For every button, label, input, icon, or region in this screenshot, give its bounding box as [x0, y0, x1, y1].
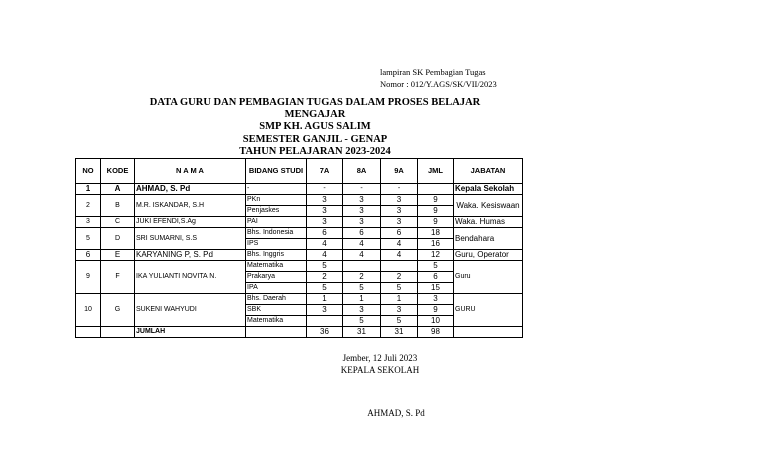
cell-bidang: Bhs. Daerah	[246, 294, 307, 305]
cell-9a	[381, 261, 418, 272]
cell-7a: 3	[307, 206, 343, 217]
cell-nama: AHMAD, S. Pd	[135, 184, 246, 195]
cell-jml: 9	[418, 217, 454, 228]
cell-jml: 9	[418, 206, 454, 217]
cell-empty	[454, 327, 523, 338]
cell-nama: SRI SUMARNI, S.S	[135, 228, 246, 250]
cell-bidang: Prakarya	[246, 272, 307, 283]
cell-no: 6	[76, 250, 101, 261]
table-total-row	[76, 327, 523, 338]
cell-no: 1	[76, 184, 101, 195]
cell-9a: 4	[381, 250, 418, 261]
cell-jabatan: Waka. Kesiswaan	[454, 195, 523, 217]
cell-9a: 5	[381, 316, 418, 327]
cell-7a: 3	[307, 305, 343, 316]
document-title-block	[120, 97, 510, 158]
total-8a: 31	[343, 327, 381, 338]
cell-bidang: Penjaskes	[246, 206, 307, 217]
cell-jml: 9	[418, 305, 454, 316]
table-row	[76, 228, 523, 239]
cell-jml: 16	[418, 239, 454, 250]
cell-9a: 4	[381, 239, 418, 250]
cell-bidang: PAI	[246, 217, 307, 228]
title-line-3: SEMESTER GANJIL - GENAP	[242, 133, 388, 145]
cell-jabatan: Guru, Operator	[454, 250, 523, 261]
cell-kode: E	[101, 250, 135, 261]
cell-7a	[307, 316, 343, 327]
cell-bidang: IPA	[246, 283, 307, 294]
total-jml: 98	[418, 327, 454, 338]
cell-no: 2	[76, 195, 101, 217]
cell-nama: JUKI EFENDI,S.Ag	[135, 217, 246, 228]
signature-place-date: Jember, 12 Juli 2023	[342, 353, 418, 363]
cell-nama: M.R. ISKANDAR, S.H	[135, 195, 246, 217]
cell-kode: D	[101, 228, 135, 250]
signature-name: AHMAD, S. Pd	[367, 408, 425, 418]
cell-8a: 3	[343, 217, 381, 228]
cell-8a: 1	[343, 294, 381, 305]
header-7a: 7A	[307, 159, 343, 184]
header-no: NO	[76, 159, 101, 184]
cell-no: 9	[76, 261, 101, 294]
cell-nama: SUKENI WAHYUDI	[135, 294, 246, 327]
cell-7a: 3	[307, 195, 343, 206]
cell-jml: 15	[418, 283, 454, 294]
title-line-2: SMP KH. AGUS SALIM	[259, 121, 371, 133]
table-header-row	[76, 159, 523, 184]
header-jabatan: JABATAN	[454, 159, 523, 184]
cell-9a: 6	[381, 228, 418, 239]
cell-jabatan: Kepala Sekolah	[454, 184, 523, 195]
table-row	[76, 261, 523, 272]
cell-7a: -	[307, 184, 343, 195]
cell-bidang: Bhs. Indonesia	[246, 228, 307, 239]
cell-nama: IKA YULIANTI NOVITA N.	[135, 261, 246, 294]
total-label: JUMLAH	[135, 327, 246, 338]
cell-jml: 9	[418, 195, 454, 206]
cell-8a	[343, 261, 381, 272]
cell-jml: 18	[418, 228, 454, 239]
table-row	[76, 195, 523, 206]
cell-jml: 6	[418, 272, 454, 283]
cell-jabatan: Bendahara	[454, 228, 523, 250]
cell-jabatan: Guru	[454, 261, 523, 294]
cell-jml: 5	[418, 261, 454, 272]
cell-8a: 3	[343, 305, 381, 316]
cell-kode: B	[101, 195, 135, 217]
table-row	[76, 184, 523, 195]
cell-jml: 3	[418, 294, 454, 305]
cell-empty	[246, 327, 307, 338]
annex-line-1: lampiran SK Pembagian Tugas	[380, 67, 486, 77]
cell-jml	[418, 184, 454, 195]
cell-8a: 4	[343, 239, 381, 250]
cell-9a: 3	[381, 305, 418, 316]
cell-9a: 3	[381, 195, 418, 206]
header-jml: JML	[418, 159, 454, 184]
cell-kode: G	[101, 294, 135, 327]
cell-kode: C	[101, 217, 135, 228]
signature-block	[330, 352, 430, 376]
header-kode: KODE	[101, 159, 135, 184]
total-7a: 36	[307, 327, 343, 338]
cell-no: 3	[76, 217, 101, 228]
header-9a: 9A	[381, 159, 418, 184]
cell-bidang: Bhs. Inggris	[246, 250, 307, 261]
cell-8a: 2	[343, 272, 381, 283]
cell-9a: 2	[381, 272, 418, 283]
cell-kode: F	[101, 261, 135, 294]
cell-8a: 5	[343, 283, 381, 294]
cell-8a: 3	[343, 206, 381, 217]
cell-9a: 3	[381, 217, 418, 228]
cell-8a: -	[343, 184, 381, 195]
cell-no: 5	[76, 228, 101, 250]
cell-empty	[76, 327, 101, 338]
cell-jml: 12	[418, 250, 454, 261]
cell-8a: 4	[343, 250, 381, 261]
cell-nama-editing[interactable]	[135, 250, 246, 261]
total-9a: 31	[381, 327, 418, 338]
title-line-4: TAHUN PELAJARAN 2023-2024	[239, 145, 391, 157]
table-row	[76, 217, 523, 228]
cell-8a: 6	[343, 228, 381, 239]
cell-jabatan: Waka. Humas	[454, 217, 523, 228]
header-8a: 8A	[343, 159, 381, 184]
cell-7a: 1	[307, 294, 343, 305]
signature-role: KEPALA SEKOLAH	[340, 365, 420, 375]
cell-7a: 3	[307, 217, 343, 228]
cell-bidang: Matematika	[246, 316, 307, 327]
cell-bidang: -	[246, 184, 307, 195]
header-nama: N A M A	[135, 159, 246, 184]
cell-jabatan: GURU	[454, 294, 523, 327]
teacher-assignment-table	[75, 158, 523, 338]
title-line-1: DATA GURU DAN PEMBAGIAN TUGAS DALAM PROSES BELAJAR MENGAJAR	[149, 97, 481, 121]
table-row	[76, 294, 523, 305]
cell-9a: 1	[381, 294, 418, 305]
cell-8a: 3	[343, 195, 381, 206]
cell-nama: KARYANING P, S. Pd	[136, 250, 213, 260]
cell-9a: -	[381, 184, 418, 195]
cell-bidang: SBK	[246, 305, 307, 316]
cell-bidang: PKn	[246, 195, 307, 206]
cell-bidang: IPS	[246, 239, 307, 250]
header-bidang-studi: BIDANG STUDI	[246, 159, 307, 184]
cell-9a: 3	[381, 206, 418, 217]
cell-7a: 4	[307, 250, 343, 261]
cell-kode: A	[101, 184, 135, 195]
cell-7a: 4	[307, 239, 343, 250]
cell-7a: 5	[307, 261, 343, 272]
cell-jml: 10	[418, 316, 454, 327]
table-row	[76, 250, 523, 261]
annex-note	[380, 66, 497, 90]
cell-7a: 2	[307, 272, 343, 283]
cell-bidang: Matematika	[246, 261, 307, 272]
cell-7a: 6	[307, 228, 343, 239]
cell-no: 10	[76, 294, 101, 327]
cell-7a: 5	[307, 283, 343, 294]
cell-empty	[101, 327, 135, 338]
cell-9a: 5	[381, 283, 418, 294]
annex-line-2: Nomor : 012/Y.AGS/SK/VII/2023	[380, 79, 497, 89]
cell-8a: 5	[343, 316, 381, 327]
